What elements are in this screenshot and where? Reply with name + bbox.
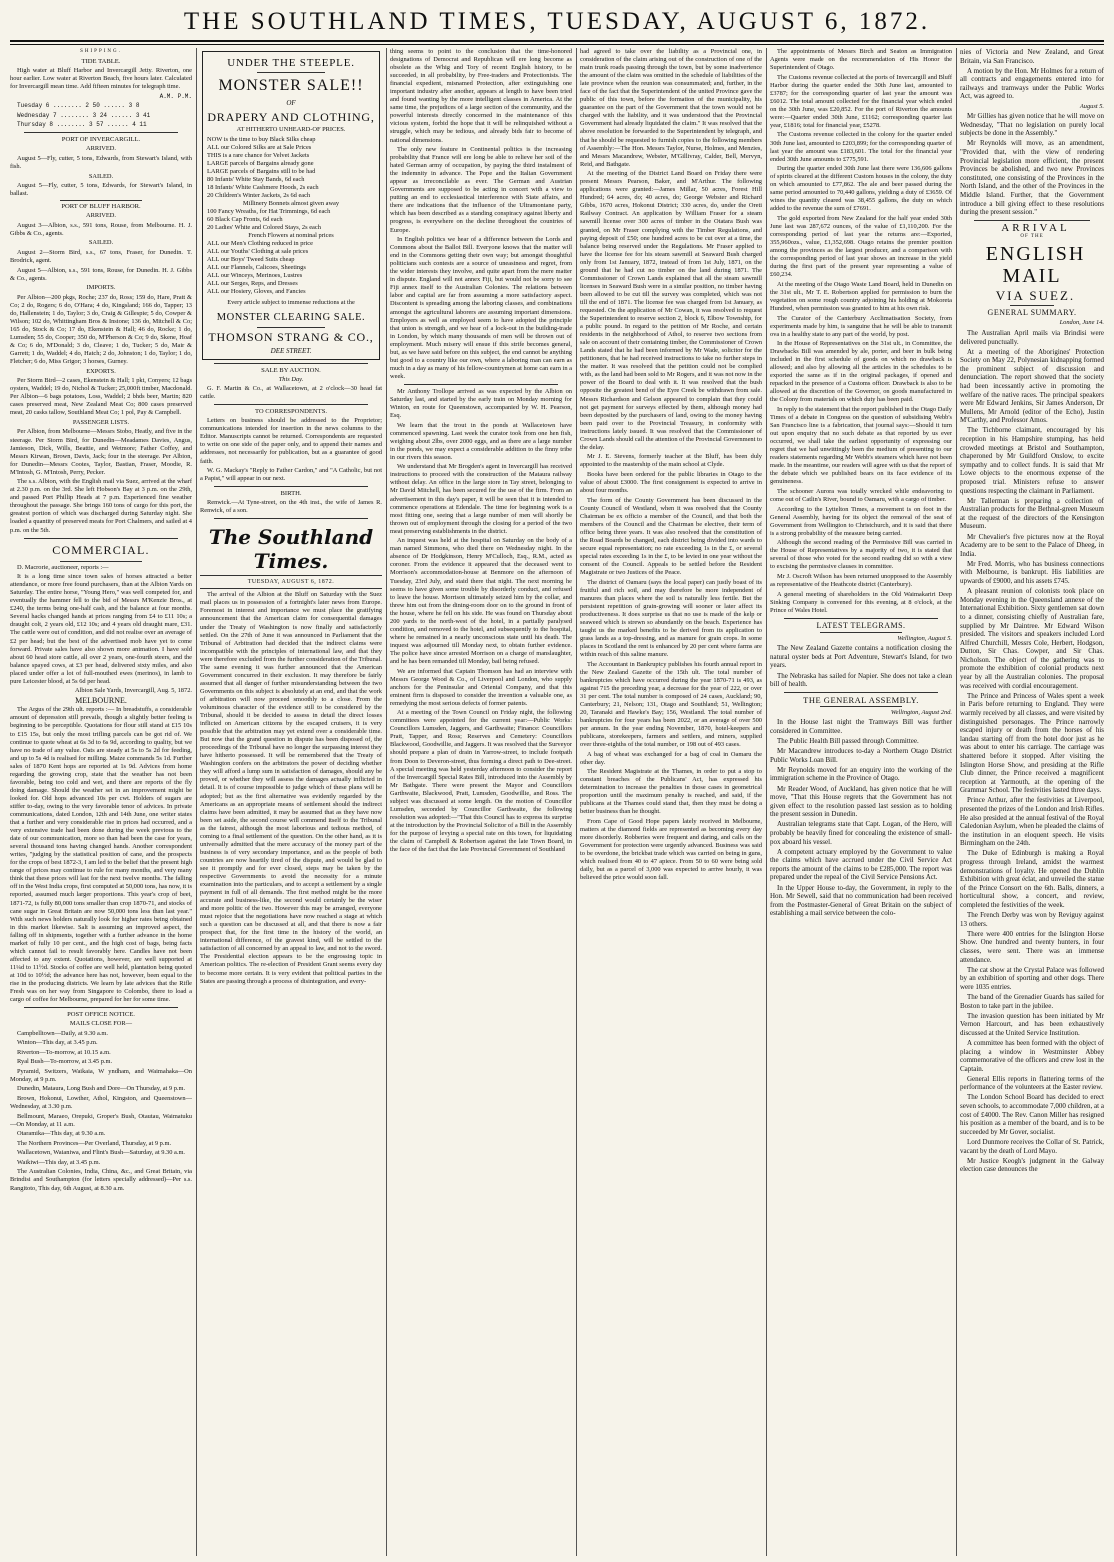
ad-line: ALL our Winceys, Merinoes, Lustres <box>207 272 303 280</box>
local-news: From Cape of Good Hope papers lately received in Melbourne, matters at the diamond fields are represented as becoming every day more disorderly. Robberies were frequent and daring, and calls on the Government for protection were urgently advanced. Business was said to be overdone, the brickbat trade which was carried on being in guns, which realised from 40 to 47 apiece. From 50 to 60 were being sold daily, but as a parcel of 3,000 was expected to arrive hourly, it was believed the price would soon fall. <box>580 817 762 882</box>
exports-head: EXPORTS. <box>86 367 116 375</box>
bluff-sailed: August 5—Albion, s.s., 591 tons, Rouse, for Dunedin. H. J. Gibbs & Co., agents. <box>10 266 192 282</box>
local-news: The schooner Aurora was totally wrecked while endeavoring to come out of Catlin's River, bound to Oamaru, with a cargo of timber. <box>770 487 952 504</box>
shipping-head: SHIPPING. <box>80 49 122 54</box>
commercial-byline: D. Macrorie, auctioneer, reports :— <box>17 563 109 571</box>
divider <box>257 72 325 73</box>
post-item: Bellmount, Maraeo, Orepuki, Groper's Bush, Otautau, Waimatuku—On Monday, at 11 a.m. <box>10 1112 192 1128</box>
post-item: Pyramid, Switzers, Waikaia, W yndham, and Waimahaka—On Monday, at 9 p.m. <box>10 1067 192 1083</box>
ad-line: 80 Infants' White Stay Bands, 6d each <box>207 175 305 183</box>
post-item: Campbelltown—Daily, at 9.30 a.m. <box>17 1029 108 1037</box>
passenger-head: PASSENGER LISTS. <box>72 418 130 426</box>
post-item: Dunedin, Mataura, Long Bush and Dore—On Thursday, at 9 p.m. <box>17 1085 186 1093</box>
divider <box>404 384 558 385</box>
passenger-text: Per Albion, from Melbourne—Messrs Stobo, Heatly, and five in the steerage. Per Storm Bird, for Dunedin—Meadames Davies, Angus, Jamieson, Dick, Wills, Beattie, and Wetmore; Father Coffey, and Messrs Kirwan, Brown, Davis, Jack; four in the steerage. Per Albion, for Dunedin—Messrs Cootes, Taylor, Bastian, Fraser, Moodie, R. M'Intosh, G. M'Intosh, Perry, Pecker. <box>10 428 192 476</box>
ad-line: ALL our Men's Clothing reduced in price <box>207 240 313 248</box>
telegrams-dateline: Wellington, August 5. <box>897 634 952 642</box>
divider <box>820 706 902 707</box>
commercial-sign: Albion Sale Yards, Invercargill, Aug. 5, 1872. <box>74 687 192 695</box>
masthead-rule <box>10 40 1104 42</box>
ad-line: NOW is the time to buy Black Silks cheap <box>207 135 316 143</box>
dateline: TUESDAY, AUGUST 6, 1872. <box>247 579 335 586</box>
ad-thomson-strang: THOMSON STRANG & CO., <box>208 329 374 344</box>
ad-of: OF <box>286 99 296 107</box>
ad-drapery: DRAPERY AND CLOTHING, <box>207 110 375 124</box>
ad-steeple: UNDER THE STEEPLE. <box>227 57 355 69</box>
ad-line: ALL our Boys' Tweed Suits cheap <box>207 256 295 264</box>
summary-item: The cat show at the Crystal Palace was followed by an exhibition of sporting and other dogs. There were 1035 entries. <box>960 965 1104 991</box>
ad-line: 20 Children's Winter Jackets, 2s 6d each <box>207 191 311 199</box>
local-news: A general meeting of shareholders in the Old Waimakariri Deep Sinking Company is convened for this evening, at 8 o'clock, at the Prince of Wales Hotel. <box>770 590 952 614</box>
ad-line: THIS is a rare chance for Velvet Jackets <box>207 151 310 159</box>
melbourne-text: The Argus of the 29th ult. reports :— In breadstuffs, a considerable amount of depression still prevails, though a slightly better feeling is beginning to be perceptible. Quotations for flour still stand at £15 10s to £15 15s, but only the most trifling parcels can be got rid of. We continue to quote wheat at 6s 3d to 6s 9d, according to quality, but we have no trade of any value. Oats are steady at 5s to 5s 2d for feeding, and up to 5s 4d is realised for milling. Maize commands 5s 1d. Further sales of 1870 Kent hops are reported at 1s 9d. Advices from home regarding the growing crop, state that the weather has not been favorable, being too cold and wet, and there are reports of the fly doing damage. Should the weather set in an improvement might be looked for. Old hops advanced 10s per cwt. Holders of sugars are stiffer to-day, owing to the very favorable tenor of advices. In private communications, dated London, 12th and 14th June, one writer states that a further and very considerable rise in prices had occurred, and a very extensive trade had been done during the week previous to the date of our communication, more so than had been the case for years, several thousand tons having changed hands. Another correspondent writes, "judging by the statistical position of cane, and the prospects for the crops of best 1872-3, I am led to the belief that the present high range of prices may continue to rule for many months, and very many think that these prices will last for the next twelve months. The falling off in the West India crops, first computed at 50,000 tons, has now, it is reported, assumed much larger proportions. This year's crop of beet, 1871-72, is fully 80,000 tons smaller than crop 1870-71, and stocks of cane sugar in Great Britain are now 50,000 tons less than last year." With such news holders naturally look for higher rates being obtained in this market likewise. Salt is assuming an improved aspect, the falling off in shipments, together with a further advance in the home market of fully 10 per cent., and the high cost of bags, being facts which cannot fail to result favorably here. Candles have not been affected to any extent. Quotations, however, are well supported at 11¼d to 11½d. Stocks of coffee are well held, plantation being quoted at 10d to 10½d; the advance here has not, however, been equal to the rise in the producing districts. We learn by late advices that the Rifle Fresh was on her way from Singapore to Colombo, there to load a cargo of coffee for Melbourne, prepared for her for some time. <box>10 706 192 1004</box>
local-news: The Curator of the Canterbury Acclimatisation Society, from experiments made by him, is sanguine that he will be able to transmit ova in a healthy state to any part of the world, by post. <box>770 314 952 338</box>
summary-item: Mr Tallerman is preparing a collection of Australian products for the Bethnal-green Museum at the request of the directors of the Kensington Museum. <box>960 496 1104 531</box>
column-3 <box>390 48 572 1556</box>
post-item: Riverton—To-morrow, at 10.15 a.m. <box>17 1048 111 1056</box>
assembly-date: August 5. <box>1079 102 1104 110</box>
divider <box>24 1007 178 1008</box>
local-news: had agreed to take over the liability as a Provincial one, in consideration of the claim arising out of the construction of one of the main trunk roads passing through the town, but by some inadvertence the amount of the claim was omitted in the schedule of liabilities of the late province when the reunion was consummated; and, further, in the face of the fact that the Superintendent of the united Province gave the public of this town, before the formation of the municipality, his guarantee on the part of the Government that the town would not be charged with the liability, and it was understood that the Provincial Government had already liquidated the claim." It was resolved that the above resolution be forwarded to the Superintendent by telegraph, and that he should be requested to furnish copies to the following members of Assembly:—The Hon. Messrs Taylor, Nurse, Holmes, and Menzies, and Messrs Macandrew, Webster, M'Gillivray, Calder, Bell, Mervyn, Reid, and Bathgate. <box>580 48 762 168</box>
assembly-item: A motion by the Hon. Mr Holmes for a return of all contracts and engagements entered into for railways and tramways under the Public Works Act, was agreed to. <box>960 66 1104 101</box>
bluff-sailed: August 2—Storm Bird, s.s., 67 tons, Fraser, for Dunedin. T. Brodrick, agent. <box>10 248 192 265</box>
telegram: The New Zealand Gazette contains a notification closing the natural oyster beds at Port Adventure, Stewart's Island, for two years. <box>770 644 952 670</box>
local-news: The form of the County Government has been discussed in the County Council of Westland, when it was resolved that the County Chairman be ex officio a member of the Council, and that both the members of the Council and the Chairman be elective, their term of office being three years. It was also resolved that the constitution of the Road Boards be changed, each district being divided into wards to secure equal representation; no rate exceeding 1s in the £, or several special rates exceeding 1s in the £, to be levied in one year without the consent of the Council. Appeals to be settled before the Resident Magistrate or two Justices of the Peace. <box>580 496 762 576</box>
assembly-item: In the Upper House to-day, the Government, in reply to the Hon. Mr Sewell, said that no communication had been received from the Postmaster-General of Great Britain on the subject of establishing a mail service between the colo- <box>770 883 952 918</box>
summary-item: The Prince and Princess of Wales spent a week in Paris before returning to England. They were warmly received by all classes, and were visited by distinguished personages. The Prince narrowly escaped injury or death from the horses of his landau starting off from the hotel door just as he was about to enter his carriage. The carriage was shattered before it stopped. After visiting the Islington Horse Show, and presiding at the Rifle Club dinner, the Prince received a magnificent reception at Yarmouth, at the opening of the Grammar School. The festivities lasted three days. <box>960 691 1104 795</box>
ad-reduction: Every article subject to immense reductions at the <box>227 299 355 307</box>
summary-item: The London School Board has decided to erect seven schools, to accommodate 7,000 children, at a cost of £4000. The Rev. Canon Miller has resigned his position as a member of the board, and is to be succeeded by Mr Gover, socialist. <box>960 1093 1104 1136</box>
ad-line: LARGE parcels of Bargains still to be had <box>207 167 316 175</box>
telegrams-head: LATEST TELEGRAMS. <box>816 620 906 630</box>
summary-item: Mr Justice Keogh's judgment in the Galway election case denounces the <box>960 1156 1104 1174</box>
commercial-text: It is a long time since town sales of horses attracted a better attendance, or more free found purchasers, than at the Albion Yards on Saturday. The entire horse, "Young Hero," was well competed for, and eventually the hammer fell to the bid of Messrs M'Kenzie Bros., at £240, the terms being one-half cash, and the balance at four months. Several hacks changed hands at prices ranging from £4 to £11 10s; a draught colt, 2 years old, £12 10s; and 4 years old draught mare, £31. The cattle were out of condition, and did not realise over an average of £2 per head; but the best of the advertised mob have yet to come forward. Private sales have also shown more animation. I have sold about 60 head store cattle, all over 2 years, one-fourth steers, and the balance spayed cows, at £3 per head, delivered sixty miles, and also placed under offer a lot of full-mouthed ewes (merinos), in lamb to pure Leicester blood, at 5s 6d per head. <box>10 573 192 685</box>
local-news: Mr J. E. Stevens, formerly teacher at the Bluff, has been duly appointed to the mastership of the main school at Clyde. <box>580 453 762 469</box>
leader-continued: The only new feature in Continental politics is the increasing probability that France will ere long be able to relieve her soil of the hated German army of occupation, by paying the third instalment of the indemnity in advance. The Pope and the Italian Government appear as irreconcilable as ever. The German and Austrian Governments are supposed to be acting in concert with a view to putting an end to ecclesiastical interference with State affairs, and there are indications that the influence of the Ultramontane party, which has been described as a standing conspiracy against liberty and progress, is everywhere on the decline throughout the countries of Europe. <box>390 146 572 234</box>
summary-item: The Duke of Edinburgh is making a Royal progress through Ireland, amidst the warmest demonstrations of loyalty. He opened the Dublin Exhibition with great éclat, and unveiled the statue of the Prince Consort on the 6th. Balls, dinners, a horticultural show, a concert, and review, completed the festivities of the week. <box>960 849 1104 910</box>
summary-item: The Tichborne claimant, encouraged by his reception in his Hampshire stumping, has held crowded meetings at Bristol and Southampton, chaperoned by Mr Guildford Onslow, to excite sympathy and to collect funds. It is said that Mr Lowe objects to the enormous expense of the proposed trial. Ministers refuse to answer questions respecting the claimant in Parliament. <box>960 426 1104 495</box>
local-news: The gold exported from New Zealand for the half year ended 30th June last was 287,672 ounces, of the value of £1,110,200. For the corresponding period of last year the returns are:—Exported, 355,960ozs., value, £1,352,698. Otago retains the premier position among the provinces as the largest producer, and a comparison with the corresponding period of last year shows an increase in the yield during the first part of the present year representing a value of £60,234. <box>770 214 952 279</box>
post-item: Winton—This day, at 3.45 p.m. <box>17 1039 98 1047</box>
ad-line: 18 Infants' White Cashmere Hoods, 2s each <box>207 183 319 191</box>
column-2 <box>200 48 382 1556</box>
assembly-item: A competent actuary employed by the Government to value the claims which have accrued under the Civil Service Act reports the amount of the claims to be £285,000. The report was prepared under the repeal of the Civil Service Pensions Act. <box>770 847 952 882</box>
divider <box>214 404 368 405</box>
invercargill-head: PORT OF INVERCARGILL. <box>61 136 141 144</box>
divider <box>200 588 382 589</box>
local-news: The Customs revenue collected at the ports of Invercargill and Bluff Harbor during the quarter ended the 30th June last, amounted to £3787; for the corresponding quarter of last year the amount was £6012. The total amount collected for the financial year which ended on the 30th June, was £20,852. For the port of Riverton the amounts were:—Quarter ended 30th June, £1162; corresponding quarter last year, £1816; total for financial year, £5278. <box>770 73 952 129</box>
local-news: We understand that Mr Brogden's agent in Invercargill has received instructions to proceed with the construction of the Mataura railway without delay. An office in the large store in Tay street, belonging to Mr David Mitchell, has been secured for the use of the firm. From an advertisement in this day's paper, it will be seen that it is intended to commence operations at Edendale. The time for beginning work is a most fitting one, seeing that a large number of men will shortly be thrown out of employment through the closing for a period of the two meat preserving establishments in the district. <box>390 463 572 535</box>
bluff-head: PORT OF BLUFF HARBOR. <box>61 203 141 211</box>
local-news: At a meeting of the Town Council on Friday night, the following committees were appointed for the current year:—Public Works: Councillors Lumsden, Jaggers, and Garthwaite; Finance: Councillors Pratt, Tapper, and Ross; Reserves and Cemetery: Councillors Blackwood, Goodwillie, and Jaggers. It was resolved that the Surveyor should prepare a plan of drain in Yarrow-street, to include footpath from Doon to Deveron-street, thus forming a direct path to Dee-street. A special meeting was held yesterday afternoon to consider the report of the Invercargill Special Rates Bill, introduced into the Assembly by Mr Bathgate. There were present the Mayor and Councillors Garthwaite, Blackwood, Pratt, Lumsden, Goodwillie, and Ross. The subject was discussed at some length. On the motion of Councillor Lumsden, seconded by Councillor Garthwaite, the following resolution was adopted:—"That this Council has to express its surprise at the introduction by the Provincial Solicitor of a Bill in the Assembly for the purpose of levying a special rate on this town, for liquidating the claim of Campbell & Robertson against the late Town Board, in the face of the fact that the late Provincial Government of Southland <box>390 709 572 854</box>
correspondents-head: TO CORRESPONDENTS. <box>254 408 328 416</box>
local-news: According to the Lyttelton Times, a movement is on foot in the General Assembly, having for its object the removal of the seat of Government from Wellington to Christchurch, and it is said that there is a strong probability of the measure being carried. <box>770 505 952 537</box>
exports-text: Per Storm Bird—2 cases, Ekenstein & Hall; 1 pkt, Conyers; 12 bags oysters, Waddel; 19 do, Nichol & Tucker; 25,000ft timber, Macdonald. Per Albion—6 bags potatoes, Loss, Waddel; 2 bhds beer, Martin; 820 cases preserved meat, New Zealand Meat Co; 800 cases preserved meat, 20 casks tallow, Southland Meat Co; 1 pol, Pay & Campbell. <box>10 377 192 417</box>
summary-item: Mr Fred. Morris, who has business connections with Melbourne, is bankrupt. His liabilities are upwards of £9000, and his assets £745. <box>960 559 1104 586</box>
column-rule <box>956 48 957 1556</box>
summary-date: London, June 14. <box>1059 319 1104 327</box>
tide-row: Tuesday 6 ........ 2 50 ...... 3 8 <box>17 102 140 110</box>
local-news: Mr Anthony Trollope arrived as was expected by the Albion on Saturday last, and started by the early train on Monday morning for Winton, en route for Queenstown, accompanied by W. H. Pearson, Esq. <box>390 387 572 420</box>
local-news: In reply to the statement that the report published in the Otago Daily Times of a debate in Congress on the question of subsidising Webb's San Francisco line is a fabrication, that journal says:—Should it turn out upon enquiry that no such debate as that reported by us ever occurred, we shall take the earliest opportunity of expressing our regret that we had unwittingly been the medium of presenting to our readers statements regarding Mr Webb's steamers which have not been made. In the meantime, our readers will agree with us that the report of the debate which we published bears on its face evidence of its genuineness. <box>770 406 952 486</box>
sailed-label: SAILED. <box>88 239 114 247</box>
arrival-head: ARRIVAL <box>1001 221 1070 234</box>
drapery-advertisement <box>202 51 380 360</box>
column-1 <box>10 48 192 1556</box>
local-news: Although the second reading of the Permissive Bill was carried in the House of Representatives by a majority of two, it is stated that several of those who voted for the second reading did so with a view to excising the permissive clauses in committee. <box>770 539 952 571</box>
post-sub: MAILS CLOSE FOR— <box>69 1020 133 1028</box>
albion-note: The s.s. Albion, with the English mail via Suez, arrived at the wharf at 2.30 p.m. on the 3rd. She left Hobson's Bay at 3 p.m. on the 29th, and passed Port Phillip Heads at 7 p.m. Experienced fine weather throughout the passage. She brings 160 tons of cargo for this port, the greatest portion of which was discharged during Saturday night. She loaded a quantity of preserved meats for Port Chalmers, and sailed at 4 p.m. on the 5th. <box>10 478 192 534</box>
ad-line: ALL our Colored Silks are at Sale Prices <box>207 143 312 151</box>
ad-clearing-sale: MONSTER CLEARING SALE. <box>216 311 366 323</box>
ad-line: LARGE parcels of Bargains already gone <box>207 159 314 167</box>
tide-note: High water at Bluff Harbor and Invercargill Jetty. Riverton, one hour earlier. Low water at Riverton Beach, five hours later. Calculated for Invercargill mean time. Add fifteen minutes for telegraph time. <box>10 67 192 91</box>
ad-line: 20 Ladies' White and Colored Stays, 2s each <box>207 224 321 232</box>
column-5 <box>770 48 952 1556</box>
column-rule <box>766 48 767 1556</box>
tide-row: Thursday 8 ........ 3 57 ...... 4 11 <box>17 121 147 129</box>
divider <box>784 692 938 693</box>
summary-item: A pleasant reunion of colonists took place on Monday evening in the Queensland annexe of the International Exhibition. Sixty gentlemen sat down to a dinner, consisting chiefly of Australian fare, supplied by Mr Daintree. Mr Edward Wilson presided. The visitors and speakers included Lord Alfred Churchill, Messrs Cole, Herbert, Hodgson, Dutton, Sir Chas. Cowper, and Sir Chas. Nicholson. The object of the gathering was to promote the exhibition of colonial products next year by all the Australian colonies. The proposal was received with cordial encouragement. <box>960 587 1104 690</box>
assembly-item: Mr Reynolds will move, as an amendment, "Provided that, with the view of rendering Provincial legislation more efficient, the present Provinces be abolished, and two new Provinces constituted, one consisting of the Provinces in the North Island, and the other of the Provinces in the Middle Island. Further, that the Government introduce a bill giving effect to these resolutions during the present session." <box>960 139 1104 217</box>
ad-line: ALL our Youths' Clothing at sale prices <box>207 248 309 256</box>
summary-item: The band of the Grenadier Guards has sailed for Boston to take part in the jubilee. <box>960 992 1104 1010</box>
leader-continued: In English politics we hear of a difference between the Lords and Commons about the Ballot Bill. Everyone knows that the matter will end in the Commons getting their own way; but amongst thoughtful politicians such contests are a source of uneasiness and regret, from the wider interests they involve, and quite apart from the mere matter in dispute. England will not annex Fiji, but would not be sorry to see Fiji annex itself to the Australian Colonies. The relations between labor and capital are far from assuming a more satisfactory aspect. Discontent is spreading among the laboring classes, and combinations amongst the agricultural laborers are assuming important dimensions. Employers as well as employed seem to have adopted the principle that union is strength, and we hear of a lock-out in the building-trade in London, by which many thousands of men will be thrown out of employment. Much misery will ensue if this strife becomes general, but, as we have said before on this subject, the end cannot be anything but good to a country like our own, where a laboring man can earn as much in a day as many of his fellow-countrymen at home can earn in a week. <box>390 236 572 380</box>
ad-line: 60 Black Cap Fronts, 6d each <box>207 216 283 224</box>
local-news: The district of Oamaru (says the local paper) can justly boast of its fruitful and rich soil, and may therefore be more independent of manures than places where the soil is naturally less fertile. But the persistent repetition of grain-growing will sooner or later affect its productiveness. It does surprise us that no use is made of the kelp or seaweed which is strewn so abundantly on the beach. Experience has taught us the marked benefits to be derived from its application to grass lands as a top-dressing, and as manure for grain crops. In some places in Scotland the rent is enhanced by 20 per cent where farms are within reach of this saline manure. <box>580 578 762 658</box>
post-head: POST OFFICE NOTICE. <box>67 1011 135 1019</box>
tide-row: Wednesday 7 ........ 3 24 ...... 3 41 <box>17 111 151 119</box>
masthead: THE SOUTHLAND TIMES, TUESDAY, AUGUST 6, 1872. <box>183 8 931 35</box>
of-the: OF THE <box>1020 234 1044 240</box>
assembly-item: Mr Reynolds moved for an enquiry into the working of the immigration scheme in the Province of Otago. <box>770 765 952 783</box>
melbourne-head: MELBOURNE. <box>75 696 127 706</box>
divider <box>214 363 368 364</box>
ad-prices: AT HITHERTO UNHEARD-OF PRICES. <box>236 126 346 133</box>
ad-line: ALL our Serges, Reps, and Dresses <box>207 280 298 288</box>
summary-item: Prince Arthur, after the festivities at Liverpool, presented the prizes of the London and Irish Rifles. He also presided at the annual festival of the Royal Caledonian Asylum, when he pleaded the claims of the institution in an eloquent speech. He visits Birmingham on the 24th. <box>960 796 1104 848</box>
bluff-arrived: August 3—Albion, s.s., 591 tons, Rouse, from Melbourne. H. J. Gibbs & Co., agents. <box>10 221 192 237</box>
local-news: At the meeting of the Otago Waste Land Board, held in Dunedin on the 31st ult., Mr T. E. Robertson applied for permission to burn the vegetation on some rough country adjoining his holding at Mokoreta Hundred, when permission was granted to him at his own risk. <box>770 280 952 312</box>
auction-head: SALE BY AUCTION. <box>261 366 321 374</box>
divider <box>214 486 368 487</box>
divider <box>24 132 178 133</box>
local-news: We learn that the trout in the ponds at Wallacetown have commenced spawning. Last week the curator took from one hen fish, weighing about 2lbs, over 2000 eggs, and as there are a large number in the ponds, we may expect a considerable addition to the finny tribe in our rivers this season. <box>390 421 572 461</box>
post-item: Wallacetown, Waianiwa, and Flint's Bush—Saturday, at 9.30 a.m. <box>17 1149 186 1157</box>
assembly-dateline: Wellington, August 2nd. <box>890 708 952 716</box>
summary-item: Mr Chevalier's five pictures now at the Royal Academy are to be sent to the Palace of Dheeg, in India. <box>960 532 1104 558</box>
post-item: Otaramika—This day, at 9.30 a.m. <box>17 1130 106 1138</box>
divider <box>1010 305 1054 306</box>
post-item: Brown, Hokonui, Lowther, Athol, Kingston, and Queenstown—Wednesday, at 3.30 p.m. <box>10 1095 192 1111</box>
summary-item: The Australian April mails via Brindisi were delivered punctually. <box>960 328 1104 346</box>
arrived-label: ARRIVED. <box>86 145 116 153</box>
masthead-rule-thin <box>10 44 1104 45</box>
tide-table-head: TIDE TABLE. <box>81 58 121 66</box>
imports-text: Per Albion—200 pkgs, Roche; 237 do, Ross; 159 do, Hare, Pratt & Co; 2 do, Rogers; 6 do, O'Hara; 4 do, Kingsland; 166 do, Tapper; 13 do, Hallenstein; 1 do, Taylor; 3 do, Craig & Gillespie; 5 do, Cowper & Wilson; 102 do, Whittingham Bros & Instone; 136 do, Mitchell & Co; 165 do, Stock & Co; 17 do, Ekenstein & Hall; 46 do, Rocke; 1 do, Lumsden; 55 do, Cooper; 350 do, M'Pherson & Co; 9 do, Skene, Hoaf & Co; 6 do, M'Donald; 3 do, Cleave; 1 do, Tucker; 5 do, Mair & Garrett; 1 do, Waddel; 4 do, Hatch; 2 do, Johnston; 1 do, Taylor; 1 do, Fletcher; 6 do, Miss Grigor; 3 horses, Gurney. <box>10 293 192 366</box>
summary-item: Lord Dunmore receives the Collar of St. Patrick, vacant by the death of Lord Mayo. <box>960 1137 1104 1155</box>
post-item: Ryal Bush—To-morrow, at 3.45 p.m. <box>17 1058 113 1066</box>
local-news: We are informed that Captain Thomson has had an interview with Messrs George Wood & Co., of Liverpool and London, who supply anchors for the Peninsular and Oriental Company, and that this eminent firm is disposed to consider the invention a valuable one, as remedying the most serious defects of former patents. <box>390 667 572 707</box>
summary-item: General Ellis reports in flattering terms of the performance of the volunteers at the Easter review. <box>960 1074 1104 1092</box>
ad-line: French Flowers at nominal prices <box>248 232 334 240</box>
post-item: The Northern Provinces—Per Overland, Thursday, at 9 p.m. <box>17 1139 172 1147</box>
imports-head: IMPORTS. <box>86 284 116 292</box>
summary-item: At a meeting of the Aborigines' Protection Society on May 22, Polynesian kidnapping formed the prominent subject of discussion and denunciation. The report showed that the society had been incessantly active in promoting the welfare of the native races. The principal speakers were Mr Edward Jenkins, Sir James Anderson, Dr Mullens, Mr Arnold (editor of the Echo), Justin M'Carthy, and Professor Amos. <box>960 347 1104 425</box>
assembly-item: Mr Reader Wood, of Auckland, has given notice that he will move, "That this House regrets that the Government has not given effect to the resolution passed last session as to holding the present session in Dunedin. <box>770 784 952 819</box>
birth-head: BIRTH. <box>280 490 302 498</box>
summary-item: The French Derby was won by Reviguy against 13 others. <box>960 911 1104 928</box>
column-rule <box>386 48 387 1556</box>
ad-monster-sale: MONSTER SALE!! <box>218 77 364 94</box>
ad-dee-street: DEE STREET. <box>270 346 312 355</box>
summary-head: GENERAL SUMMARY. <box>987 308 1077 318</box>
arrived-label: ARRIVED. <box>86 212 116 220</box>
tide-cols: A.M. P.M. <box>159 92 192 100</box>
assembly-item: Australian telegrams state that Capt. Logan, of the Hero, will probably be heavily fined for concealing the existence of small-pox aboard his vessel. <box>770 820 952 846</box>
summary-item: A committee has been formed with the object of placing a window in Westminster Abbey commemorative of the officers and crew lost in the Captain. <box>960 1038 1104 1073</box>
auction-day: This Day. <box>278 375 304 383</box>
ad-line: ALL our Hosiery, Gloves, and Fancies <box>207 288 306 296</box>
column-rule <box>196 48 197 1556</box>
divider <box>820 632 902 633</box>
column-rule <box>576 48 577 1556</box>
ad-line: ALL our Flannels, Calicoes, Sheetings <box>207 264 306 272</box>
ad-line: 100 Fancy Wreaths, for Hat Trimmings, 6d each <box>207 207 331 215</box>
english-mail-head: ENGLISH MAIL <box>985 242 1086 287</box>
telegram: The Nebraska has sailed for Napier. She does not take a clean bill of health. <box>770 671 952 689</box>
local-news: The Resident Magistrate at the Thames, in order to put a stop to constant breaches of the Publicans' Act, has expressed his determination to increase the penalties in those cases in geometrical proportion until the maximum penalty is reached, and said, if the publicans at the Thames could stand that, then they must be doing a better business than he thought. <box>580 768 762 816</box>
inv-sailed: August 5—Fly, cutter, 5 tons, Edwards, for Stewart's Island, in ballast. <box>10 182 192 198</box>
local-news: Books have been ordered for the public libraries in Otago to the value of about £3000. The first consignment is expected to arrive in about four months. <box>580 470 762 495</box>
local-news: The appointments of Messrs Birch and Seaton as Immigration Agents were made on the recommendation of His Honor the Superintendent of Otago. <box>770 48 952 72</box>
local-news: At the meeting of the District Land Board on Friday there were present Messrs Pearson, Baker, and M'Arthur. The following applications were granted:—James Millar, 50 acres, Forest Hill Hundred; 64 acres, do; 40 acres, do; George Webster and Richard Gibbs, 1670 acres, Hokonui District; 330 acres, do, under the Oreti Railway Contract. An application by William Fraser for a steam sawmill license over 300 acres of timber in the Otatara Bush was granted, on Mr Fraser complying with the Timber Regulations, and paying deposit of £50; one hundred acres to be cut over at a time, the balance being reserved under the Regulations. Mr Fraser applied to have the license fee for his steam sawmill at Seaward Bush charged only from 1st January, 1872, instead of from 1st July, 1871, on the ground that he had cut no timber on the land during 1871. The Commissioner of Crown Lands explained that all the steam sawmill licenses in Seaward Bush were in a similar position, no timber having been allowed to be cut till the survey was completed, which was not till the end of 1871. The license fee was charged from 1st January, as requested. On the application of Mr Cowan, it was resolved to request the Superintendent to reserve section 2, block 6, Elbow Township, for a public pound. In regard to the petition of Mr Roche, and certain residents in the neighborhood of Athol, to reserve two sections from sale on account of their containing timber, the Commissioner of Crown Lands stated that he had been informed by Mr Wade, solicitor for the petitioners, that he had received instructions to take no further steps in the matter. It was resolved that the petition could not be complied with, as the land had been sold to Mr Rogers, and it was not now in the power of the Board to deal with it. It was resolved that the bush opposite the greatest bend of the Eyre Creek be withdrawn from sale. Messrs Richardson and Gelson appeared to complain that they could not get payment for surveys effected by them, although money had been deposited by the purchasers of land, owing to the money having been paid over to the Provincial Treasury, in conformity with instructions lately issued. It was resolved that the Commissioner of Crown Lands should call the attention of the Provincial Government to the delay. <box>580 170 762 451</box>
assembly-item: In the House last night the Tramways Bill was further considered in Committee. <box>770 718 952 735</box>
birth-text: Renwick.—At Tyne-street, on the 4th inst., the wife of James R. Renwick, of a son. <box>200 499 382 515</box>
via-suez-head: VIA SUEZ. <box>995 288 1076 304</box>
post-item: The Australian Colonies, India, China, &c., and Great Britain, via Brindisi and Southampton (for letters specially addressed)—Per s.s. Rangitoto, This day, 6th August, at 8.30 a.m. <box>10 1168 192 1192</box>
post-item: Waikiwi—This day, at 3.45 p.m. <box>17 1158 101 1166</box>
divider <box>60 561 142 562</box>
divider <box>214 518 368 519</box>
nameplate: The Southland Times. <box>208 525 374 574</box>
local-news: In the House of Representatives on the 31st ult., in Committee, the Drawbacks Bill was amended by ale, porter, and beer in bulk being included in the first schedule of goods on which no drawback is allowed; and also by allowing all the articles in the schedules to be exported the same as if in the original packages, if opened and repacked in the presence of a Customs officer. Drawback is also to be allowed at the discretion of the Governor, on goods manufactured in the Colony from materials on which duty has been paid. <box>770 340 952 404</box>
divider <box>257 327 325 328</box>
ad-line: Millinery Bonnets almost given away <box>242 199 340 207</box>
auction-text: G. F. Martin & Co., at Wallacetown, at 2 o'clock—30 head fat cattle. <box>200 385 382 401</box>
divider <box>60 200 142 201</box>
leader-continued: thing seems to point to the conclusion that the time-honored designations of Democrat and Republican will ere long become as obsolete as the Whig and Tory of recent English history, to be succeeded, in all probability, by Free-traders and Protectionists. The financial expedient, misnamed Protection, after extinguishing one important industry after another, appears at length to have been tried and found wanting by the more intelligent classes in America. At the same time, the prejudices of a large section of the community, and the powerful interests directly concerned in the maintenance of this vicious system, forbid the hope that it will be relinquished without a struggle, which may be tedious, and already bids fair to become of national dimensions. <box>390 48 572 144</box>
summary-item: There were 400 entries for the Islington Horse Show. One hundred and twenty hunters, in four classes, were sent. There was an immense attendance. <box>960 929 1104 964</box>
column-6 <box>960 48 1104 1556</box>
inv-arrived: August 5—Fly, cutter, 5 tons, Edwards, from Stewart's Island, with fish. <box>10 155 192 171</box>
local-news: An inquest was held at the hospital on Saturday on the body of a man named Simmons, who died there on Wednesday night. In the absence of Dr Hodgkinson, Henry M'Culloch, Esq., R.M., acted as coroner. From the evidence it appeared that the deceased went to Morrison's accommodation-house at Benmore on the afternoon of Tuesday, 23rd July, and staid there that night. The next morning he seems to have given some trouble by disorderly conduct, and refused to leave the house. Morrison ultimately seized him by the collar, and threw him out from the dining-room door on to the ground in front of the house, where he fell on his side. He was found on Thursday about 200 yards to the north-west of the hotel, in a partially paralysed condition, and removed to the hotel, and subsequently to the hospital, where he remained in a nearly unconscious state until his death. The inquest was adjourned till Monday next, to obtain further evidence. The police have since arrested Morrison on a charge of manslaughter, and he has been remanded till Monday, bail being refused. <box>390 537 572 665</box>
column-4 <box>580 48 762 1556</box>
local-news: During the quarter ended 30th June last there were 136,606 gallons of spirits cleared at the different Custom houses in the colony, the duty on which amounted to £77,862. The ale and beer passed during the same period amounted to 70,440 gallons, yielding a duty of £3659. Of wines the quantity cleared was 38,455 gallons, the duty on which added to the revenue the sum of £7691. <box>770 165 952 213</box>
divider <box>974 220 1090 221</box>
local-news: Mr J. Oscroft Wilson has been returned unopposed to the Assembly as representative of the Heathcote district (Canterbury). <box>770 572 952 588</box>
leader-text: The arrival of the Albion at the Bluff on Saturday with the Suez mail places us in possession of a fortnight's later news from Europe. Foremost in interest and importance we must place the gratifying announcement that the American claim for consequential damages under the Treaty of Washington is now finally and satisfactorily settled. On the 27th of June it was announced in Parliament that the Tribunal of Arbitration had decided that the indirect claims were incompatible with the principles of international law, and that they were therefore excluded from the further consideration of the Tribunal. The same evening it was further announced that the American Government concurred in their exclusion. It may therefore be fairly assumed that all danger of further misunderstanding between the two Governments on this subject is absolutely at an end, and that the work of arbitration will now proceed smoothly to a close. From the voluminous character of the evidence still to be considered by the Tribunal, should it be decided to assess in detail the direct losses inflicted on American citizens by the escaped cruisers, it is very possible that the arbitration may yet extend over a considerable time. But now that the grand question in dispute has been disposed of, the proceedings of the Tribunal have no longer the surpassing interest they have hitherto possessed. It will be remembered that the Treaty of Washington confers on the arbitrators the power of deciding whether they will afford a lump sum in satisfaction of damages, should any be proved, or whether they will assess the damages actually inflicted in detail. It is of course impossible to judge which of these plans will be adopted; but as the first alternative was evidently regarded by the Americans as an appropriate means of settlement should the indirect claims have been admitted, it may be assumed that as they have now been set aside, the second course will commend itself to the Tribunal as the fairest, although the most laborious and tedious method, of coming to a final settlement of the question. On the other hand, as it is universally admitted that the mere accuracy of the money part of the business is of very secondary importance, and as the people of both countries are now heartily tired of the dispute, and would be glad to see it promptly and for ever closed, steps may be taken by the respective Governments to avoid the necessity for a minute examination into the particulars, and to accept a settlement by a single payment in full of all demands. The first method might be the more accurate and business-like, the second would certainly be the wiser and more politic of the two. However this may be arranged, everyone must rejoice that the negotiations have now reached a stage at which such a question can be discussed at all, and that there is now a fair prospect that, for the first time in the history of the world, an international difference, of the gravest kind, will be settled to the satisfaction of all concerned by an appeal to law, and not to the sword. The Presidential election appears to be the engrossing topic in American politics. The re-election of President Grant seems every day to become more certain. It is very evident that political parties in the States are passing through a process of disintegration, and every- <box>200 591 382 985</box>
divider <box>24 538 178 539</box>
divider <box>200 575 382 576</box>
assembly-item: Mr Gillies has given notice that he will move on Wednesday, "That no legislation on purely local subjects be done in the Assembly." <box>960 112 1104 138</box>
local-news: The Accountant in Bankruptcy publishes his fourth annual report in the New Zealand Gazette of the 15th ult. The total number of bankruptcies which have occurred during the year 1870-71 is 493, as against 715 the preceding year, a decrease for the year of 222, or over 31 per cent. The total number is composed of 24 cases, Auckland; 90, Canterbury; 21, Nelson; 131, Otago and Southland; 51, Wellington; 20, Taranaki and Hawke's Bay; 156, Westland. The total number of bankruptcies for four years has been 2022, or an average of over 500 per annum. In the year ending November, 1870, hotel-keepers and publicans, storekeepers, farmers and settlers, and miners, supplied over three-eighths of the total number, or 198 out of 493 cases. <box>580 660 762 748</box>
commercial-head: COMMERCIAL. <box>52 542 150 557</box>
sailed-label: SAILED. <box>88 172 114 180</box>
correspondents-text: Letters on business should be addressed to the Proprietor; communications intended for insertion in the news columns to the Editor. Manuscripts cannot be returned. Correspondents are requested to write on one side of the paper only, and to append their names and addresses, not necessarily for publication, but as a guarantee of good faith. <box>200 417 382 465</box>
general-assembly-head: THE GENERAL ASSEMBLY. <box>803 694 919 705</box>
assembly-item: nies of Victoria and New Zealand, and Great Britain, via San Francisco. <box>960 48 1104 65</box>
assembly-item: Mr Macandrew introduces to-day a Northern Otago District Public Works Loan Bill. <box>770 747 952 764</box>
divider <box>784 618 938 619</box>
local-news: A bag of wheat was exchanged for a bag of coal in Oamaru the other day. <box>580 750 762 766</box>
assembly-item: The Public Health Bill passed through Committee. <box>777 737 919 746</box>
correspondents-text: W. G. Mackay's "Reply to Father Cardon," and "A Catholic, but not a Papist," will appear in our next. <box>200 467 382 483</box>
summary-item: The invasion question has been initiated by Mr Vernon Harcourt, and has been exhaustively discussed at the United Service Institution. <box>960 1011 1104 1037</box>
local-news: The Customs revenue collected in the colony for the quarter ended 30th June last, amounted to £203,899; for the corresponding quarter of last year the amount was £183,601. The total for the financial year ended 30th June amounts to £775,591. <box>770 131 952 163</box>
